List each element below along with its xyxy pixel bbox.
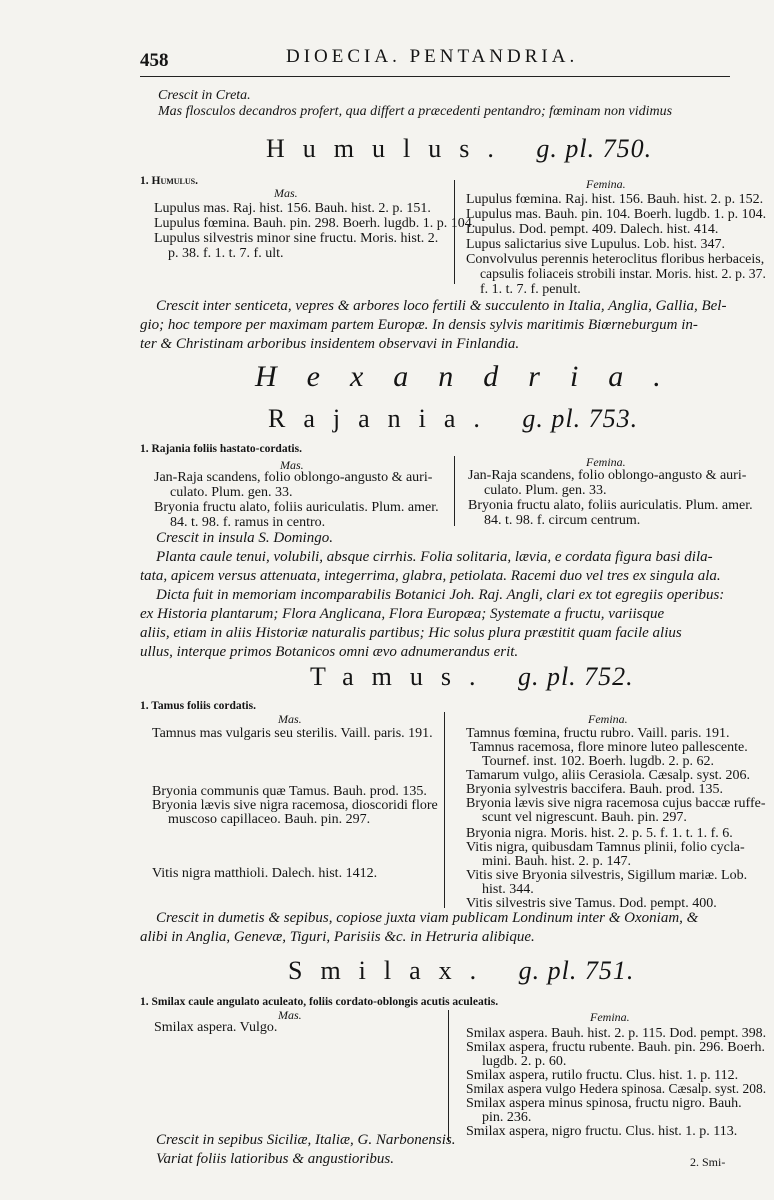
mas-label-tamus: Mas. [278,712,302,726]
genus-heading-tamus [310,662,634,692]
femina-entry: Smilax aspera, rutilo fructu. Clus. hist. 1. p. 112. [466,1068,739,1083]
genus-name: Rajania. [268,404,498,433]
mas-label-rajania: Mas. [280,458,304,472]
femina-entry: Smilax aspera, nigro fructu. Clus. hist. 1. p. 113. [466,1124,738,1139]
genus-heading-smilax [288,956,634,986]
genus-reference: g. pl. 751. [518,956,635,985]
genus-name: Tamus. [310,662,494,691]
mas-entry: p. 38. f. 1. t. 7. f. ult. [168,246,284,261]
femina-entry: Smilax aspera. Bauh. hist. 2. p. 115. Dod. pempt. 398. [466,1026,767,1041]
running-head: DIOECIA. PENTANDRIA. [286,46,579,67]
femina-entry: mini. Bauh. hist. 2. p. 147. [482,854,631,869]
femina-entry: Tamarum vulgo, aliis Cerasiola. Cæsalp. syst. 206. [466,768,751,783]
genus-name: Smilax. [288,956,495,985]
catchword: 2. Smi- [690,1155,726,1169]
habitat-rajania: Crescit in insula S. Domingo. [156,530,333,546]
femina-entry: Bryonia nigra. Moris. hist. 2. p. 5. f. 1. t. 1. f. 6. [466,826,733,841]
species-humulus: 1. Humulus. [140,175,198,187]
femina-entry: culato. Plum. gen. 33. [484,483,607,498]
femina-label-tamus: Femina. [588,712,628,726]
femina-entry: Smilax aspera, fructu rubente. Bauh. pin. 296. Boerh. [466,1040,765,1055]
femina-label-rajania: Femina. [586,455,626,469]
description-rajania: ex Historia plantarum; Flora Anglicana, Flora Europæa; Systemate a fructu, variisque [140,606,665,622]
mas-entry: Bryonia fructu alato, foliis auriculatis. Plum. amer. [154,500,439,515]
description-rajania: Dicta fuit in memoriam incomparabilis Botanici Joh. Raj. Angli, clari ex tot egregiis operibus: [156,587,725,603]
genus-heading-rajania [268,404,638,434]
genus-heading-humulus [266,134,652,164]
habitat-humulus: Crescit inter senticeta, vepres & arbores loco fertili & succulento in Italia, Anglia, Gallia, Bel- [156,298,727,314]
mas-entry: Lupulus mas. Raj. hist. 156. Bauh. hist. 2. p. 151. [154,201,431,216]
mas-entry: Lupulus silvestris minor sine fructu. Moris. hist. 2. [154,231,439,246]
femina-entry: f. 1. t. 7. f. penult. [480,282,581,297]
femina-entry: Lupus salictarius sive Lupulus. Lob. hist. 347. [466,237,725,252]
mas-entry: muscoso capillaceo. Bauh. pin. 297. [168,812,371,827]
column-divider [454,180,455,284]
description-rajania: tata, apicem versus attenuata, integerrima, glabra, petiolata. Racemi duo vel tres ex singula ala. [140,568,721,584]
genus-reference: g. pl. 753. [522,404,639,433]
femina-entry: 84. t. 98. f. circum centrum. [484,513,641,528]
column-divider [454,456,455,526]
femina-entry: Tamnus racemosa, flore minore luteo pallescente. [470,740,748,755]
genus-reference: g. pl. 752. [517,662,634,691]
description-rajania: Planta caule tenui, volubili, absque cirrhis. Folia solitaria, lævia, e cordata figura basi dila- [156,549,713,565]
header-rule [140,76,730,77]
species-tamus: 1. Tamus foliis cordatis. [140,700,256,712]
page-number: 458 [140,50,169,71]
genus-name: Humulus. [266,134,512,163]
femina-entry: Smilax aspera vulgo Hedera spinosa. Cæsalp. syst. 208. [466,1082,767,1097]
femina-entry: Bryonia fructu alato, foliis auriculatis. Plum. amer. [468,498,753,513]
habitat-tamus: Crescit in dumetis & sepibus, copiose juxta viam publicam Londinum inter & Oxoniam, & [156,910,699,926]
class-heading: Hexandria. [255,360,691,393]
intro-line-2: Mas flosculos decandros profert, qua differt a præcedenti pentandro; fœminam non vidimus [158,104,673,119]
mas-entry: Bryonia lævis sive nigra racemosa, dioscoridi flore [152,798,438,813]
femina-entry: Lupulus. Dod. pempt. 409. Dalech. hist. 414. [466,222,719,237]
femina-entry: capsulis foliaceis strobili instar. Moris. hist. 2. p. 37. [480,267,766,282]
column-divider [444,712,445,908]
mas-entry: Smilax aspera. Vulgo. [154,1020,278,1035]
variety-smilax: Variat foliis latioribus & angustioribus. [156,1151,394,1167]
femina-entry: Lupulus mas. Bauh. pin. 104. Boerh. lugdb. 1. p. 104. [466,207,767,222]
femina-entry: Vitis sive Bryonia silvestris, Sigillum mariæ. Lob. [466,868,748,883]
mas-entry: culato. Plum. gen. 33. [170,485,293,500]
mas-entry: 84. t. 98. f. ramus in centro. [170,515,326,530]
femina-entry: Bryonia lævis sive nigra racemosa cujus baccæ ruffe- [466,796,766,811]
femina-entry: Vitis silvestris sive Tamus. Dod. pempt. 400. [466,896,717,911]
femina-entry: Convolvulus perennis heteroclitus floribus herbaceis, [466,252,765,267]
femina-entry: pin. 236. [482,1110,532,1125]
mas-entry: Bryonia communis quæ Tamus. Bauh. prod. 135. [152,784,427,799]
femina-entry: hist. 344. [482,882,534,897]
mas-entry: Lupulus fœmina. Bauh. pin. 298. Boerh. lugdb. 1. p. 104. [154,216,476,231]
mas-entry: Jan-Raja scandens, folio oblongo-angusto & auri- [154,470,433,485]
femina-entry: Tournef. inst. 102. Boerh. lugdb. 2. p. 62. [482,754,714,769]
genus-reference: g. pl. 750. [536,134,653,163]
column-divider [448,1010,449,1142]
femina-entry: Bryonia sylvestris baccifera. Bauh. prod. 135. [466,782,723,797]
description-rajania: ullus, interque primos Botanicos omni ævo adnumerandus erit. [140,644,519,660]
mas-entry: Vitis nigra matthioli. Dalech. hist. 1412. [152,866,378,881]
species-rajania: 1. Rajania foliis hastato-cordatis. [140,443,302,455]
habitat-tamus: alibi in Anglia, Genevæ, Tiguri, Parisiis &c. in Hetruria alibique. [140,929,535,945]
femina-label-humulus: Femina. [586,177,626,191]
species-smilax: 1. Smilax caule angulato aculeato, foliis cordato-oblongis acutis aculeatis. [140,996,499,1008]
habitat-humulus: ter & Christinam arboribus insidentem observavi in Finlandia. [140,336,520,352]
femina-entry: scunt vel nigrescunt. Bauh. pin. 297. [482,810,687,825]
femina-entry: lugdb. 2. p. 60. [482,1054,567,1069]
mas-entry: Tamnus mas vulgaris seu sterilis. Vaill. paris. 191. [152,726,433,741]
habitat-smilax: Crescit in sepibus Siciliæ, Italiæ, G. Narbonensis. [156,1132,456,1148]
mas-label-humulus: Mas. [274,186,298,200]
habitat-humulus: gio; hoc tempore per maximam partem Europæ. In densis sylvis maritimis Biœrneburgum in- [140,317,698,333]
mas-label-smilax: Mas. [278,1008,302,1022]
intro-line-1: Crescit in Creta. [158,88,251,103]
femina-entry: Jan-Raja scandens, folio oblongo-angusto & auri- [468,468,747,483]
femina-entry: Lupulus fœmina. Raj. hist. 156. Bauh. hist. 2. p. 152. [466,192,764,207]
femina-label-smilax: Femina. [590,1010,630,1024]
femina-entry: Tamnus fœmina, fructu rubro. Vaill. paris. 191. [466,726,730,741]
description-rajania: aliis, etiam in aliis Historiæ naturalis partibus; Hic solus plura præstitit quam facile alius [140,625,682,641]
femina-entry: Smilax aspera minus spinosa, fructu nigro. Bauh. [466,1096,742,1111]
femina-entry: Vitis nigra, quibusdam Tamnus plinii, folio cycla- [466,840,745,855]
